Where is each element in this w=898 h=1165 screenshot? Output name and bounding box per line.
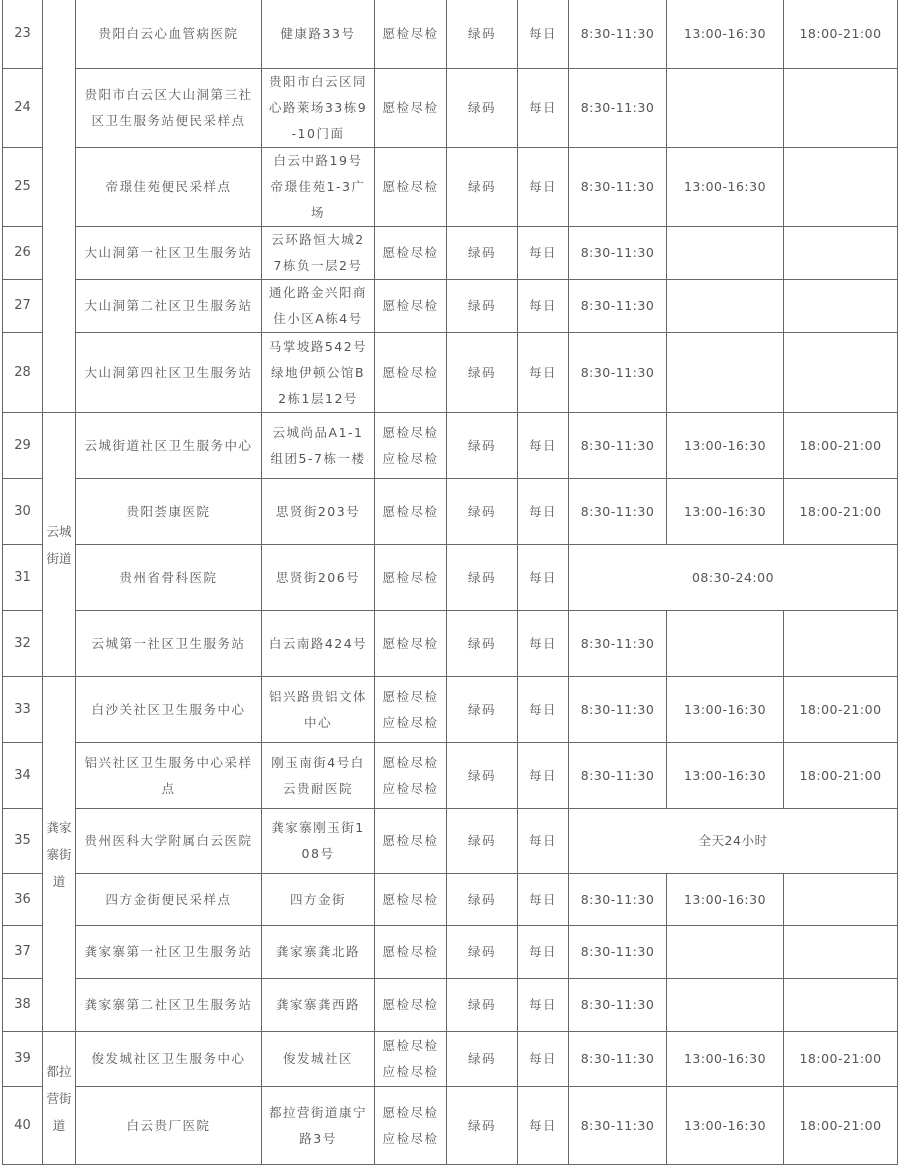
district-label-yuncheng: 云城街道: [43, 413, 76, 677]
table-row: [3, 874, 898, 926]
row-number: 29: [3, 413, 43, 479]
frequency: 每日: [518, 69, 569, 148]
time-afternoon: 13:00-16:30: [667, 1032, 784, 1087]
time-morning: 8:30-11:30: [569, 1087, 667, 1165]
site-name: 铝兴社区卫生服务中心采样点: [76, 743, 262, 809]
district-label-dulaying: 都拉营街道: [43, 1032, 76, 1165]
health-code: 绿码: [447, 280, 518, 333]
time-morning: 8:30-11:30: [569, 874, 667, 926]
table-row: [3, 0, 898, 69]
testing-scope: 愿检尽检应检尽检: [375, 1032, 447, 1087]
row-number: 32: [3, 611, 43, 677]
frequency: 每日: [518, 0, 569, 69]
testing-scope: 愿检尽检: [375, 148, 447, 227]
row-number: 27: [3, 280, 43, 333]
row-number: 23: [3, 0, 43, 69]
testing-scope: 愿检尽检: [375, 979, 447, 1032]
row-number: 24: [3, 69, 43, 148]
table-row: [3, 743, 898, 809]
site-address: 白云南路424号: [262, 611, 375, 677]
site-address: 俊发城社区: [262, 1032, 375, 1087]
site-address: 四方金街: [262, 874, 375, 926]
frequency: 每日: [518, 1087, 569, 1165]
testing-scope: 愿检尽检应检尽检: [375, 413, 447, 479]
site-address: 健康路33号: [262, 0, 375, 69]
table-row: [3, 979, 898, 1032]
table-row: [3, 148, 898, 227]
frequency: 每日: [518, 333, 569, 413]
testing-scope: 愿检尽检应检尽检: [375, 743, 447, 809]
row-number: 37: [3, 926, 43, 979]
row-number: 26: [3, 227, 43, 280]
time-morning: 8:30-11:30: [569, 333, 667, 413]
time-evening: [784, 69, 898, 148]
health-code: 绿码: [447, 69, 518, 148]
site-name: 贵阳荟康医院: [76, 479, 262, 545]
time-morning: 8:30-11:30: [569, 743, 667, 809]
row-number: 38: [3, 979, 43, 1032]
frequency: 每日: [518, 227, 569, 280]
testing-scope: 愿检尽检: [375, 809, 447, 874]
health-code: 绿码: [447, 333, 518, 413]
time-evening: [784, 280, 898, 333]
time-all-day: 08:30-24:00: [569, 545, 898, 611]
testing-scope: 愿检尽检: [375, 227, 447, 280]
frequency: 每日: [518, 280, 569, 333]
health-code: 绿码: [447, 413, 518, 479]
row-number: 34: [3, 743, 43, 809]
time-evening: 18:00-21:00: [784, 413, 898, 479]
time-afternoon: 13:00-16:30: [667, 743, 784, 809]
frequency: 每日: [518, 979, 569, 1032]
site-name: 贵州省骨科医院: [76, 545, 262, 611]
table-row: [3, 280, 898, 333]
site-address: 思贤街206号: [262, 545, 375, 611]
time-evening: [784, 979, 898, 1032]
time-afternoon: 13:00-16:30: [667, 874, 784, 926]
time-afternoon: [667, 333, 784, 413]
site-name: 四方金街便民采样点: [76, 874, 262, 926]
time-morning: 8:30-11:30: [569, 979, 667, 1032]
time-afternoon: 13:00-16:30: [667, 148, 784, 227]
testing-scope: 愿检尽检: [375, 611, 447, 677]
time-afternoon: [667, 280, 784, 333]
time-morning: 8:30-11:30: [569, 926, 667, 979]
frequency: 每日: [518, 677, 569, 743]
time-evening: [784, 333, 898, 413]
time-evening: [784, 926, 898, 979]
time-afternoon: [667, 926, 784, 979]
time-morning: 8:30-11:30: [569, 69, 667, 148]
row-number: 36: [3, 874, 43, 926]
frequency: 每日: [518, 809, 569, 874]
site-address: 思贤街203号: [262, 479, 375, 545]
time-morning: 8:30-11:30: [569, 611, 667, 677]
site-name: 大山洞第四社区卫生服务站: [76, 333, 262, 413]
site-name: 贵州医科大学附属白云医院: [76, 809, 262, 874]
site-name: 龚家寨第一社区卫生服务站: [76, 926, 262, 979]
testing-scope: 愿检尽检: [375, 874, 447, 926]
testing-scope: 愿检尽检: [375, 926, 447, 979]
time-morning: 8:30-11:30: [569, 479, 667, 545]
site-address: 马掌坡路542号绿地伊顿公馆B2栋1层12号: [262, 333, 375, 413]
health-code: 绿码: [447, 809, 518, 874]
row-number: 28: [3, 333, 43, 413]
testing-scope: 愿检尽检: [375, 69, 447, 148]
time-all-day: 全天24小时: [569, 809, 898, 874]
health-code: 绿码: [447, 926, 518, 979]
time-morning: 8:30-11:30: [569, 227, 667, 280]
row-number: 40: [3, 1087, 43, 1165]
site-name: 云城第一社区卫生服务站: [76, 611, 262, 677]
site-name: 贵阳市白云区大山洞第三社区卫生服务站便民采样点: [76, 69, 262, 148]
table-row: [3, 227, 898, 280]
row-number: 30: [3, 479, 43, 545]
site-name: 龚家寨第二社区卫生服务站: [76, 979, 262, 1032]
site-address: 龚家寨龚北路: [262, 926, 375, 979]
table-row: [3, 809, 898, 874]
site-name: 大山洞第二社区卫生服务站: [76, 280, 262, 333]
testing-scope: 愿检尽检: [375, 280, 447, 333]
time-afternoon: 13:00-16:30: [667, 0, 784, 69]
testing-scope: 愿检尽检应检尽检: [375, 677, 447, 743]
site-name: 云城街道社区卫生服务中心: [76, 413, 262, 479]
health-code: 绿码: [447, 227, 518, 280]
district-label-gongjiazhai: 龚家寨街道: [43, 677, 76, 1032]
health-code: 绿码: [447, 545, 518, 611]
table-row: [3, 1087, 898, 1165]
site-name: 白沙关社区卫生服务中心: [76, 677, 262, 743]
time-morning: 8:30-11:30: [569, 148, 667, 227]
table-row: [3, 611, 898, 677]
site-name: 俊发城社区卫生服务中心: [76, 1032, 262, 1087]
site-address: 龚家寨龚西路: [262, 979, 375, 1032]
frequency: 每日: [518, 611, 569, 677]
health-code: 绿码: [447, 148, 518, 227]
time-morning: 8:30-11:30: [569, 280, 667, 333]
site-address: 刚玉南街4号白云贵耐医院: [262, 743, 375, 809]
time-afternoon: 13:00-16:30: [667, 413, 784, 479]
site-name: 白云贵厂医院: [76, 1087, 262, 1165]
table-row: [3, 545, 898, 611]
testing-scope: 愿检尽检: [375, 545, 447, 611]
frequency: 每日: [518, 148, 569, 227]
testing-scope: 愿检尽检: [375, 0, 447, 69]
row-number: 35: [3, 809, 43, 874]
row-number: 33: [3, 677, 43, 743]
site-address: 白云中路19号帝璟佳苑1-3广场: [262, 148, 375, 227]
site-address: 铝兴路贵铝文体中心: [262, 677, 375, 743]
testing-sites-table: [2, 0, 898, 1165]
table-row: [3, 677, 898, 743]
frequency: 每日: [518, 1032, 569, 1087]
health-code: 绿码: [447, 1087, 518, 1165]
frequency: 每日: [518, 479, 569, 545]
table-row: [3, 413, 898, 479]
time-evening: 18:00-21:00: [784, 479, 898, 545]
time-evening: 18:00-21:00: [784, 0, 898, 69]
table-row: [3, 479, 898, 545]
time-afternoon: [667, 69, 784, 148]
testing-scope: 愿检尽检: [375, 333, 447, 413]
time-morning: 8:30-11:30: [569, 0, 667, 69]
table-row: [3, 333, 898, 413]
time-evening: [784, 227, 898, 280]
site-address: 通化路金兴阳商住小区A栋4号: [262, 280, 375, 333]
time-afternoon: 13:00-16:30: [667, 1087, 784, 1165]
health-code: 绿码: [447, 611, 518, 677]
row-number: 39: [3, 1032, 43, 1087]
site-address: 云城尚品A1-1组团5-7栋一楼: [262, 413, 375, 479]
site-name: 贵阳白云心血管病医院: [76, 0, 262, 69]
table-row: [3, 926, 898, 979]
site-address: 贵阳市白云区同心路莱场33栋9-10门面: [262, 69, 375, 148]
table-row: [3, 69, 898, 148]
frequency: 每日: [518, 874, 569, 926]
health-code: 绿码: [447, 677, 518, 743]
time-afternoon: 13:00-16:30: [667, 479, 784, 545]
frequency: 每日: [518, 743, 569, 809]
time-evening: [784, 874, 898, 926]
health-code: 绿码: [447, 743, 518, 809]
health-code: 绿码: [447, 479, 518, 545]
health-code: 绿码: [447, 979, 518, 1032]
frequency: 每日: [518, 926, 569, 979]
time-afternoon: [667, 227, 784, 280]
district-cell: [43, 0, 76, 413]
time-evening: 18:00-21:00: [784, 1032, 898, 1087]
time-afternoon: [667, 979, 784, 1032]
time-evening: [784, 148, 898, 227]
time-morning: 8:30-11:30: [569, 677, 667, 743]
time-afternoon: 13:00-16:30: [667, 677, 784, 743]
testing-scope: 愿检尽检应检尽检: [375, 1087, 447, 1165]
time-evening: 18:00-21:00: [784, 743, 898, 809]
row-number: 25: [3, 148, 43, 227]
frequency: 每日: [518, 545, 569, 611]
time-evening: 18:00-21:00: [784, 677, 898, 743]
row-number: 31: [3, 545, 43, 611]
table-row: [3, 1032, 898, 1087]
time-evening: 18:00-21:00: [784, 1087, 898, 1165]
site-address: 都拉营街道康宁路3号: [262, 1087, 375, 1165]
site-name: 大山洞第一社区卫生服务站: [76, 227, 262, 280]
health-code: 绿码: [447, 874, 518, 926]
time-morning: 8:30-11:30: [569, 1032, 667, 1087]
site-address: 龚家寨刚玉街108号: [262, 809, 375, 874]
time-evening: [784, 611, 898, 677]
health-code: 绿码: [447, 1032, 518, 1087]
site-name: 帝璟佳苑便民采样点: [76, 148, 262, 227]
time-morning: 8:30-11:30: [569, 413, 667, 479]
health-code: 绿码: [447, 0, 518, 69]
frequency: 每日: [518, 413, 569, 479]
time-afternoon: [667, 611, 784, 677]
site-address: 云环路恒大城27栋负一层2号: [262, 227, 375, 280]
testing-scope: 愿检尽检: [375, 479, 447, 545]
